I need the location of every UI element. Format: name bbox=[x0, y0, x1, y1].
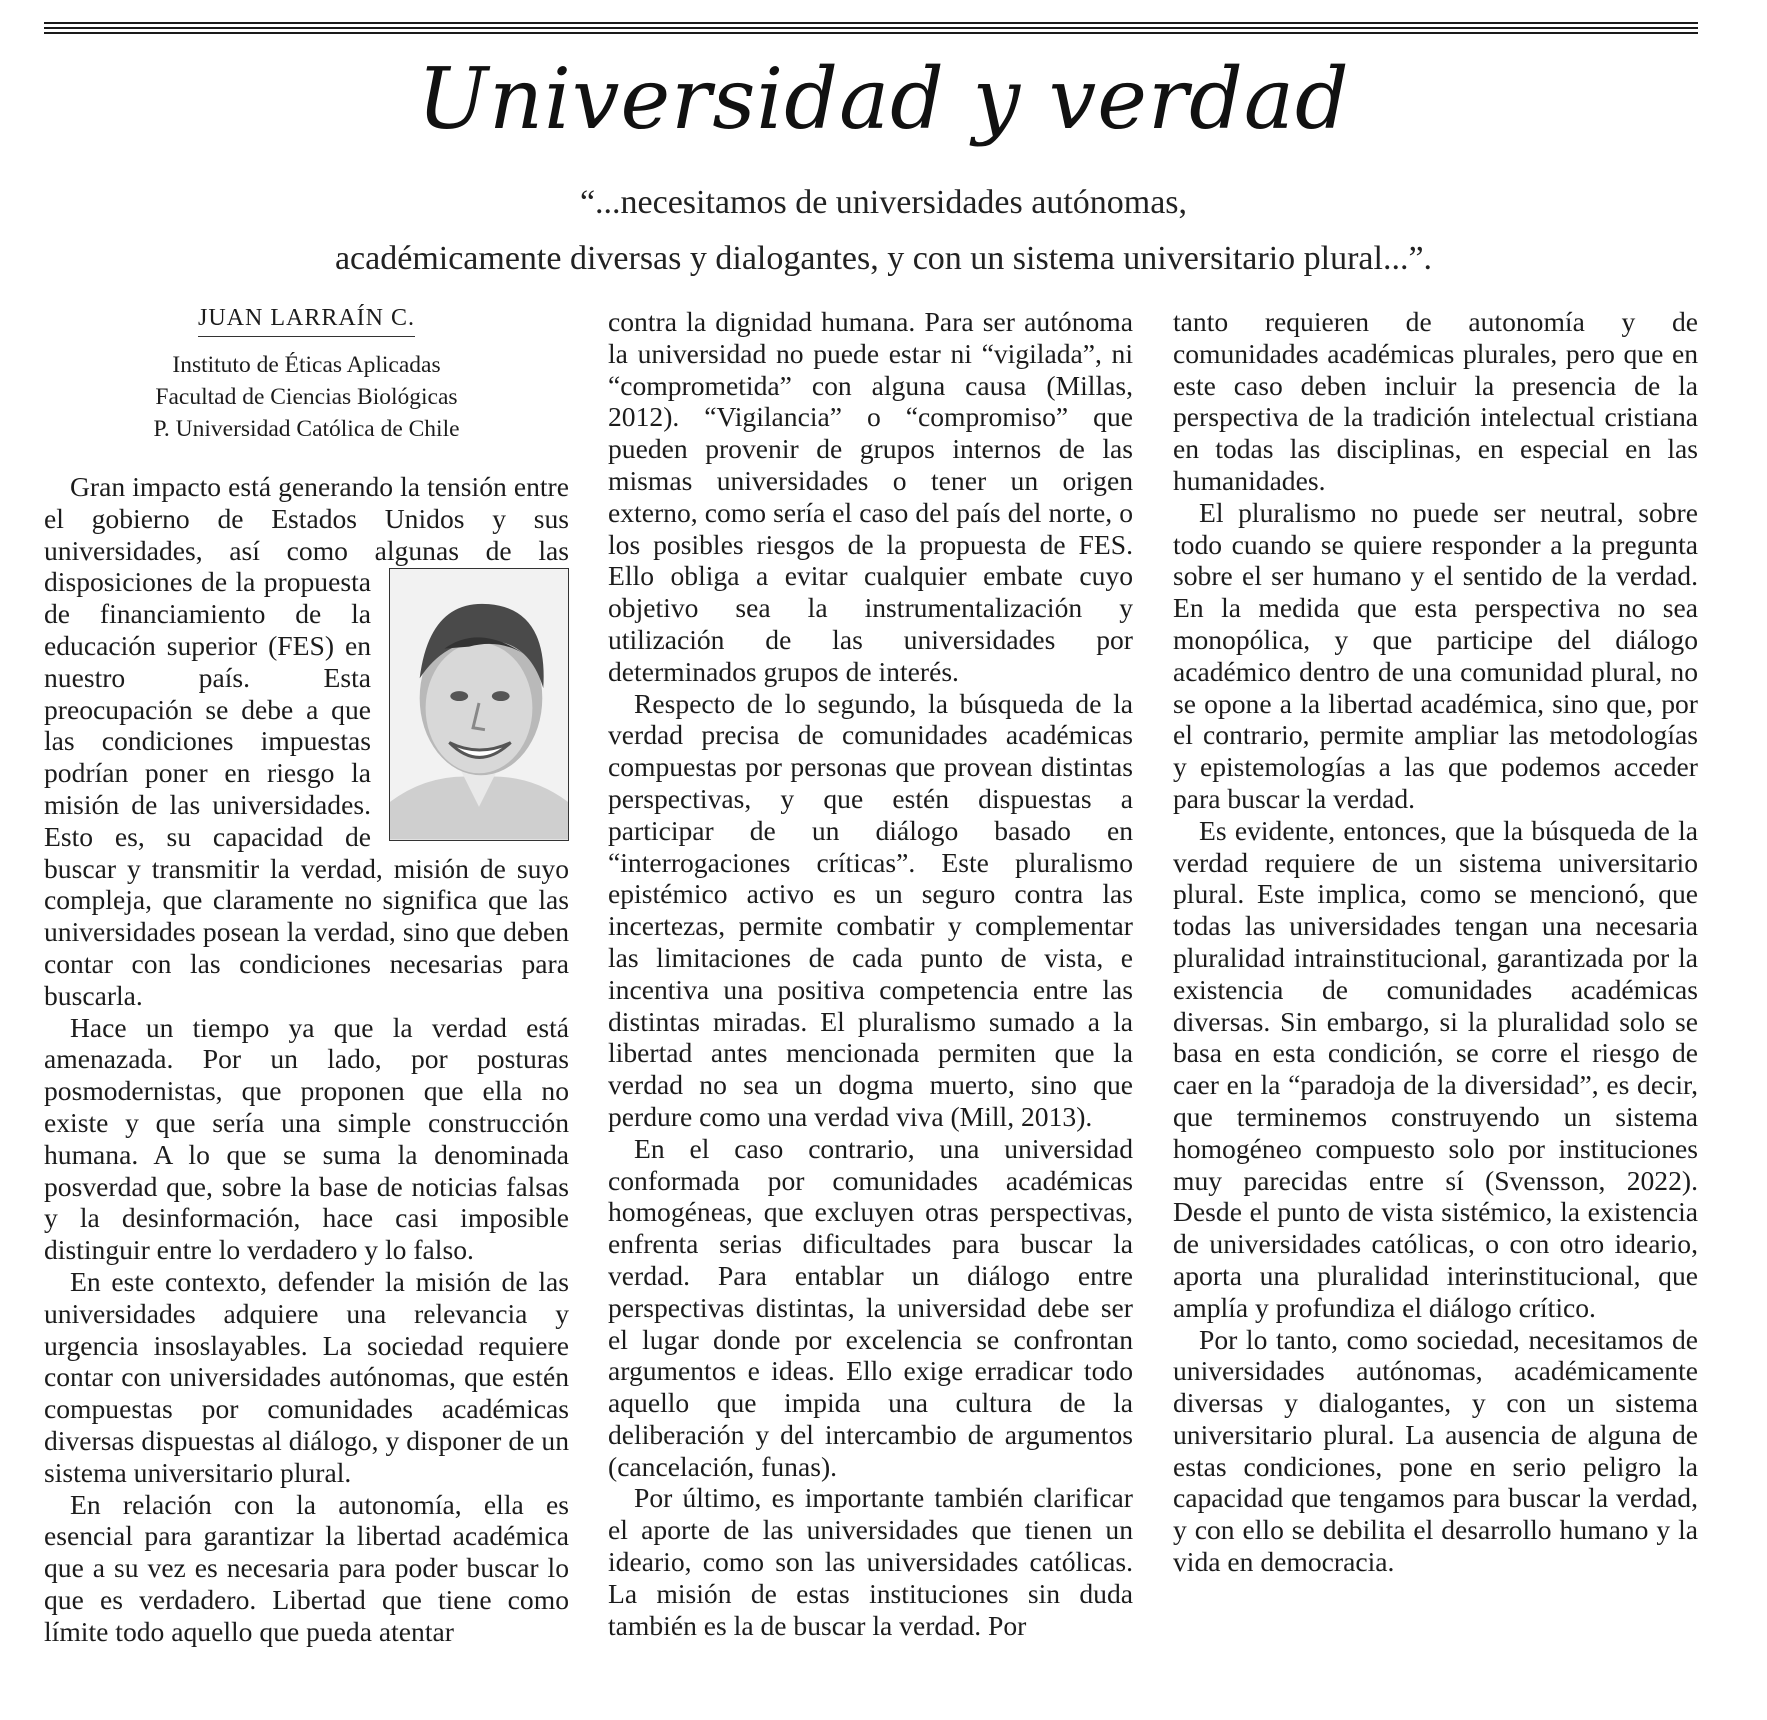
byline bbox=[44, 300, 569, 445]
paragraph: Respecto de lo segundo, la búsqueda de la verdad precisa de comunidades académicas compuestas por personas que provean distintas perspectivas, y que estén dispuestas a participar de un diálogo basado en “interrogaciones críticas”. Este pluralismo epistémico activo es un seguro contra las incertezas, permite combatir y complementar las limitaciones de cada punto de vista, e incentiva una positiva competencia entre las distintas miradas. El pluralismo sumado a la libertad antes mencionada permiten que la verdad no sea un dogma muerto, sino que perdure como una verdad viva (Mill, 2013). bbox=[608, 687, 1133, 1132]
paragraph: En el caso contrario, una universidad conformada por comunidades académicas homogéneas, que excluyen otras perspectivas, enfrenta serias dificultades para buscar la verdad. Para entablar un diálogo entre perspectivas distintas, la universidad debe ser el lugar donde por excelencia se confrontan argumentos e ideas. Ello exige erradicar todo aquello que impida una cultura de la deliberación y del intercambio de argumentos (cancelación, funas). bbox=[608, 1132, 1133, 1482]
author-affiliation: P. Universidad Católica de Chile bbox=[153, 416, 460, 442]
author-affiliation: Facultad de Ciencias Biológicas bbox=[155, 384, 458, 410]
paragraph: Por lo tanto, como sociedad, necesitamos de universidades autónomas, académicamente diversas y dialogantes, y con un sistema universitario plural. La ausencia de alguna de estas condiciones, pone en serio peligro la capacidad que tengamos para buscar la verdad, y con ello se debilita el desarrollo humano y la vida en democracia. bbox=[1173, 1323, 1698, 1578]
paragraph: Es evidente, entonces, que la búsqueda de la verdad requiere de un sistema universitario plural. Este implica, como se mencionó, que todas las universidades tengan una necesaria pluralidad intrainstitucional, garantizada por la existencia de comunidades académicas diversas. Sin embargo, si la pluralidad solo se basa en esta condición, se corre el riesgo de caer en la “paradoja de la diversidad”, es decir, que terminemos construyendo un sistema homogéneo compuesto solo por instituciones muy parecidas entre sí (Svensson, 2022). Desde el punto de vista sistémico, la existencia de universidades católicas, o con otro ideario, aporta una pluralidad interinstitucional, que amplía y profundiza el diálogo crítico. bbox=[1173, 814, 1698, 1323]
author-photo bbox=[389, 568, 569, 841]
column-2 bbox=[608, 306, 1133, 1641]
author-affiliation: Instituto de Éticas Aplicadas bbox=[172, 352, 441, 378]
paragraph: Por último, es importante también clarificar el aporte de las universidades que tienen un ideario, como son las universidades católicas. La misión de estas instituciones sin duda también es la de buscar la verdad. Por bbox=[608, 1482, 1133, 1641]
deck-line: académicamente diversas y dialogantes, y con un sistema universitario plural...”. bbox=[334, 240, 1433, 277]
paragraph: En relación con la autonomía, ella es esencial para garantizar la libertad académica que a su vez es necesaria para poder buscar lo que es verdadero. Libertad que tiene como límite todo aquello que pueda atentar bbox=[44, 1488, 569, 1647]
article-title: Universidad y verdad bbox=[417, 50, 1350, 148]
deck-line: “...necesitamos de universidades autónomas, bbox=[579, 184, 1188, 221]
paragraph-lead: Gran impacto está generando la tensión entre el gobierno de Estados Unidos y sus universidades, así como algunas de las disposiciones de la propuesta bbox=[44, 471, 569, 598]
paragraph bbox=[44, 471, 569, 1012]
author-name: JUAN LARRAÍN C. bbox=[198, 302, 415, 337]
column-3 bbox=[1173, 306, 1698, 1578]
paragraph: El pluralismo no puede ser neutral, sobre todo cuando se quiere responder a la pregunta sobre el ser humano y el sentido de la verdad. En la medida que esta perspectiva no sea monopólica, y que participe del diálogo académico dentro de una comunidad plural, no se opone a la libertad académica, sino que, por el contrario, permite ampliar las metodologías y epistemologías a las que podemos acceder para buscar la verdad. bbox=[1173, 496, 1698, 814]
top-rule bbox=[44, 27, 1698, 29]
author-portrait-image bbox=[390, 569, 568, 840]
column-1 bbox=[44, 300, 569, 1647]
paragraph: En este contexto, defender la misión de las universidades adquiere una relevancia y urgencia insoslayables. La sociedad requiere contar con universidades autónomas, que estén compuestas por comunidades académicas diversas dispuestas al diálogo, y disponer de un sistema universitario plural. bbox=[44, 1265, 569, 1488]
article-deck bbox=[0, 175, 1767, 287]
top-rule bbox=[44, 32, 1698, 34]
top-rule bbox=[44, 22, 1698, 24]
paragraph: tanto requieren de autonomía y de comunidades académicas plurales, pero que en este caso deben incluir la presencia de la perspectiva de la tradición intelectual cristiana en todas las disciplinas, en especial en las humanidades. bbox=[1173, 306, 1698, 496]
paragraph: contra la dignidad humana. Para ser autónoma la universidad no puede estar ni “vigilada”, ni “comprometida” con alguna causa (Millas, 2012). “Vigilancia” o “compromiso” que pueden provenir de grupos internos de las mismas universidades o tener un origen externo, como sería el caso del país del norte, o los posibles riesgos de la propuesta de FES. Ello obliga a evitar cualquier embate cuyo objetivo sea la instrumentalización y utilización de las universidades por determinados grupos de interés. bbox=[608, 306, 1133, 687]
paragraph-rest: de financiamiento de la educación superior (FES) en nuestro país. Esta preocupación se debe a que las condiciones impuestas podrían poner en riesgo la misión de las universidades. Esto es, su capacidad de buscar y transmitir la verdad, misión de suyo compleja, que claramente no significa que las universidades posean la verdad, sino que deben contar con las condiciones necesarias para buscarla. bbox=[44, 598, 569, 1011]
paragraph: Hace un tiempo ya que la verdad está amenazada. Por un lado, por posturas posmodernistas, que proponen que ella no existe y que sería una simple construcción humana. A lo que se suma la denominada posverdad que, sobre la base de noticias falsas y la desinformación, hace casi imposible distinguir entre lo verdadero y lo falso. bbox=[44, 1011, 569, 1266]
